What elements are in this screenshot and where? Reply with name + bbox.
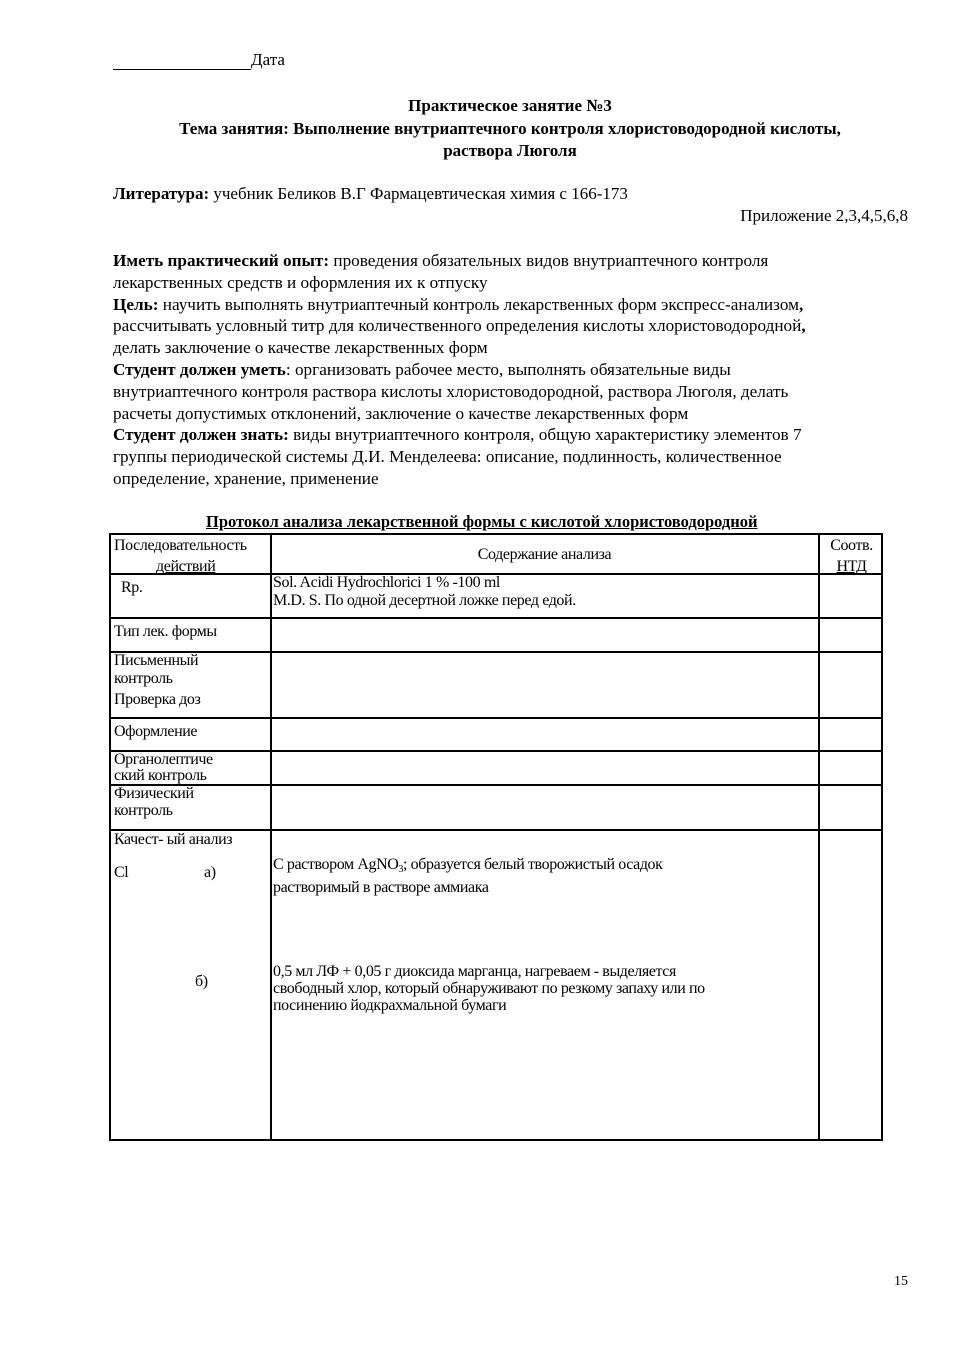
header-ntd-2: НТД	[836, 558, 867, 575]
knowledge-text-3: определение, хранение, применение	[113, 468, 379, 488]
date-blank-line	[113, 53, 251, 70]
row-organo-2: ский контроль	[114, 767, 207, 784]
header-ntd: Соотв.	[830, 537, 873, 554]
date-label: Дата	[251, 50, 285, 69]
header-content: Содержание анализа	[477, 546, 612, 563]
test-b-line2: свободный хлор, который обнаруживают по резкому запаху или по	[273, 980, 705, 997]
table-divider	[111, 717, 881, 719]
row-phys-2: контроль	[114, 802, 173, 819]
table-divider	[111, 617, 881, 619]
goal-text-2: рассчитывать условный титр для количественного определения кислоты хлористоводородной	[113, 316, 802, 336]
rp-line2: M.D. S. По одной десертной ложке перед едой.	[273, 592, 576, 609]
skills-label: Студент должен уметь	[113, 359, 286, 379]
rp-line1: Sol. Acidi Hydrochlorici 1 % -100 ml	[273, 574, 500, 591]
header-sequence-2: действий	[156, 558, 216, 575]
test-b-line3: посинению йодкрахмальной бумаги	[273, 997, 507, 1014]
literature-label: Литература:	[113, 184, 210, 203]
page-number: 15	[894, 1274, 908, 1289]
test-a-line1: С раствором AgNO$_3$; образуется белый творожистый осадок	[273, 856, 663, 875]
header-sequence: Последовательность	[114, 537, 247, 554]
skills-text-3: расчеты допустимых отклонений, заключение о качестве лекарственных форм	[113, 403, 689, 423]
table-divider	[111, 750, 881, 752]
goal-text-1: научить выполнять внутриаптечный контроль лекарственных форм экспресс-анализом	[158, 294, 799, 314]
row-a: а)	[204, 864, 216, 881]
knowledge-text-2: группы периодической системы Д.И. Менделеева: описание, подлинность, количественное	[113, 447, 782, 467]
protocol-table	[109, 533, 883, 1141]
skills	[113, 359, 913, 381]
skills-text-1: : организовать рабочее место, выполнять обязательные виды	[285, 359, 731, 379]
row-type: Тип лек. формы	[114, 623, 217, 640]
practice-text-1: проведения обязательных видов внутриаптечного контроля	[329, 251, 769, 270]
row-cl: Cl	[114, 864, 129, 881]
lesson-topic-line2: раствора Люголя	[443, 141, 577, 160]
goal: Цель: научить выполнять внутриаптечный контроль лекарственных форм экспресс-анализом,	[113, 294, 804, 314]
table-divider	[111, 651, 881, 653]
knowledge-text-1: виды внутриаптечного контроля, общую характеристику элементов 7	[288, 425, 802, 445]
row-qual: Качест- ый анализ	[114, 831, 233, 848]
table-divider	[270, 535, 272, 1139]
protocol-title: Протокол анализа лекарственной формы с кислотой хлористоводородной	[206, 512, 758, 531]
test-b-line1: 0,5 мл ЛФ + 0,05 г диоксида марганца, нагреваем - выделяется	[273, 963, 676, 980]
practice-label: Иметь практический опыт:	[113, 251, 330, 270]
table-divider	[111, 784, 881, 786]
knowledge-label: Студент должен знать:	[113, 425, 289, 445]
row-organo-1: Органолептиче	[114, 751, 213, 768]
row-written-1: Письменный	[114, 652, 199, 669]
lesson-topic-line1: Тема занятия: Выполнение внутриаптечного контроля хлористоводородной кислоты,	[179, 119, 841, 138]
goal-label: Цель:	[113, 294, 159, 314]
row-phys-1: Физический	[114, 785, 194, 802]
literature-text: учебник Беликов В.Г Фармацевтическая химия с 166-173	[213, 184, 628, 203]
knowledge	[113, 424, 913, 446]
row-design: Оформление	[114, 723, 198, 740]
skills-text-2: внутриаптечного контроля раствора кислоты хлористоводородной, раствора Люголя, делать	[113, 381, 789, 401]
table-divider	[818, 535, 820, 1139]
date-field	[113, 50, 285, 70]
test-a-line2: растворимый в растворе аммиака	[273, 879, 489, 896]
objectives-block	[113, 250, 913, 490]
practice-experience	[113, 250, 913, 272]
row-written-3: Проверка доз	[114, 691, 201, 708]
practice-text-2: лекарственных средств и оформления их к отпуску	[113, 272, 488, 292]
rp-label: Rp.	[121, 579, 143, 596]
lesson-title: Практическое занятие №3	[408, 96, 612, 115]
goal-text-3: делать заключение о качестве лекарственных форм	[113, 338, 488, 358]
row-b: б)	[195, 973, 208, 990]
literature	[113, 184, 628, 204]
goal-line2: рассчитывать условный титр для количественного определения кислоты хлористоводородной,	[113, 316, 806, 336]
appendix-ref: Приложение 2,3,4,5,6,8	[740, 206, 908, 225]
row-written-2: контроль	[114, 670, 173, 687]
